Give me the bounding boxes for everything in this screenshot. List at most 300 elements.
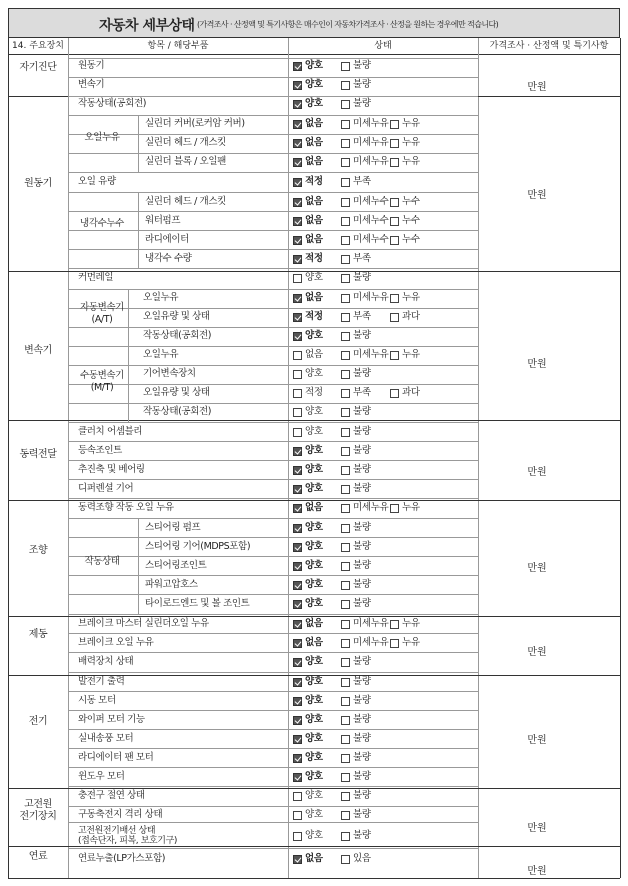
option-label: 불량 <box>353 809 371 820</box>
header-item: 항목 / 해당부품 <box>147 41 209 51</box>
item-label: 워터펌프 <box>145 215 181 226</box>
status-option[interactable] <box>390 215 420 227</box>
status-option[interactable] <box>341 790 371 802</box>
item-label: 등속조인트 <box>78 445 122 456</box>
status-option[interactable] <box>390 637 420 649</box>
item-label: 발전기 출력 <box>78 676 125 687</box>
status-option[interactable] <box>341 579 371 591</box>
option-label: 불량 <box>353 598 371 609</box>
status-option[interactable] <box>341 483 371 495</box>
checked-box-icon[interactable] <box>293 543 302 552</box>
status-option[interactable] <box>341 60 371 72</box>
item-label: 작동상태(공회전) <box>78 98 147 109</box>
status-option[interactable] <box>341 387 371 399</box>
checkbox-icon[interactable] <box>341 543 350 552</box>
checkbox-icon[interactable] <box>390 639 399 648</box>
item-label: 라디에이터 <box>145 234 189 245</box>
option-label: 양호 <box>305 579 323 590</box>
checkbox-icon[interactable] <box>390 351 399 360</box>
status-option[interactable] <box>390 118 420 130</box>
option-label: 없음 <box>305 234 323 245</box>
status-option[interactable] <box>293 853 323 865</box>
status-option[interactable] <box>341 598 371 610</box>
option-label: 양호 <box>305 809 323 820</box>
subgroup-label: 오일누유 <box>84 132 120 143</box>
checked-box-icon[interactable] <box>293 313 302 322</box>
checkbox-icon[interactable] <box>293 832 302 841</box>
status-option[interactable] <box>293 579 323 591</box>
checked-box-icon[interactable] <box>293 255 302 264</box>
item-label: 실린더 헤드 / 개스킷 <box>145 196 226 207</box>
item-label: 실린더 블록 / 오일팬 <box>145 156 226 167</box>
status-option[interactable] <box>341 196 389 208</box>
option-label: 불량 <box>353 60 371 71</box>
status-option[interactable] <box>293 311 323 323</box>
checkbox-icon[interactable] <box>390 504 399 513</box>
status-option[interactable] <box>293 541 323 553</box>
status-option[interactable] <box>293 695 323 707</box>
status-option[interactable] <box>341 330 371 342</box>
title-bar <box>8 8 620 38</box>
checkbox-icon[interactable] <box>341 855 350 864</box>
checkbox-icon[interactable] <box>341 447 350 456</box>
status-option[interactable] <box>293 771 323 783</box>
status-option[interactable] <box>341 176 371 188</box>
item-label: 타이로드엔드 및 볼 조인트 <box>145 598 250 609</box>
status-option[interactable] <box>341 522 371 534</box>
item-label: 기어변속장치 <box>143 368 196 379</box>
option-label: 미세누수 <box>353 215 389 226</box>
status-option[interactable] <box>390 292 420 304</box>
option-label: 불량 <box>353 426 371 437</box>
option-label: 누유 <box>402 637 420 648</box>
status-option[interactable] <box>341 426 371 438</box>
checkbox-icon[interactable] <box>341 524 350 533</box>
checkbox-icon[interactable] <box>341 120 350 129</box>
checkbox-icon[interactable] <box>390 313 399 322</box>
checked-box-icon[interactable] <box>293 236 302 245</box>
checked-box-icon[interactable] <box>293 447 302 456</box>
status-option[interactable] <box>390 349 420 361</box>
checkbox-icon[interactable] <box>341 504 350 513</box>
status-option[interactable] <box>390 311 420 323</box>
checkbox-icon[interactable] <box>341 639 350 648</box>
option-label: 불량 <box>353 752 371 763</box>
checkbox-icon[interactable] <box>341 313 350 322</box>
checked-box-icon[interactable] <box>293 562 302 571</box>
checkbox-icon[interactable] <box>341 100 350 109</box>
item-label: 오일유량 및 상태 <box>143 387 210 398</box>
status-option[interactable] <box>341 137 389 149</box>
status-option[interactable] <box>341 292 389 304</box>
status-option[interactable] <box>390 156 420 168</box>
checked-box-icon[interactable] <box>293 332 302 341</box>
item-label: 와이퍼 모터 기능 <box>78 714 145 725</box>
status-option[interactable] <box>293 368 323 380</box>
checked-box-icon[interactable] <box>293 504 302 513</box>
option-label: 없음 <box>305 502 323 513</box>
status-option[interactable] <box>293 406 323 418</box>
option-label: 양호 <box>305 752 323 763</box>
checkbox-icon[interactable] <box>293 792 302 801</box>
item-label: 브레이크 오일 누유 <box>78 637 154 648</box>
status-option[interactable] <box>293 483 323 495</box>
option-label: 불량 <box>353 406 371 417</box>
status-option[interactable] <box>341 349 389 361</box>
status-option[interactable] <box>293 426 323 438</box>
status-option[interactable] <box>293 522 323 534</box>
checked-box-icon[interactable] <box>293 600 302 609</box>
checked-box-icon[interactable] <box>293 678 302 687</box>
status-option[interactable] <box>293 292 323 304</box>
status-option[interactable] <box>293 253 323 265</box>
option-label: 적정 <box>305 253 323 264</box>
option-label: 미세누유 <box>353 137 389 148</box>
checkbox-icon[interactable] <box>341 428 350 437</box>
status-option[interactable] <box>293 60 323 72</box>
checked-box-icon[interactable] <box>293 120 302 129</box>
option-label: 부족 <box>353 387 371 398</box>
checkbox-icon[interactable] <box>293 351 302 360</box>
status-option[interactable] <box>341 502 389 514</box>
option-label: 양호 <box>305 733 323 744</box>
checked-box-icon[interactable] <box>293 198 302 207</box>
checked-box-icon[interactable] <box>293 81 302 90</box>
option-label: 양호 <box>305 426 323 437</box>
option-label: 불량 <box>353 714 371 725</box>
status-option[interactable] <box>293 330 323 342</box>
option-label: 없음 <box>305 349 323 360</box>
item-label: 파워고압호스 <box>145 579 198 590</box>
checkbox-icon[interactable] <box>390 139 399 148</box>
checkbox-icon[interactable] <box>341 158 350 167</box>
status-option[interactable] <box>341 637 389 649</box>
option-label: 미세누유 <box>353 637 389 648</box>
option-label: 미세누유 <box>353 502 389 513</box>
checked-box-icon[interactable] <box>293 139 302 148</box>
status-option[interactable] <box>390 234 420 246</box>
status-option[interactable] <box>341 853 371 865</box>
status-option[interactable] <box>341 618 389 630</box>
checkbox-icon[interactable] <box>341 600 350 609</box>
status-option[interactable] <box>341 656 371 668</box>
item-label: 오일누유 <box>143 349 179 360</box>
checked-box-icon[interactable] <box>293 855 302 864</box>
checkbox-icon[interactable] <box>341 581 350 590</box>
checkbox-icon[interactable] <box>341 236 350 245</box>
option-label: 불량 <box>353 656 371 667</box>
option-label: 미세누수 <box>353 234 389 245</box>
option-label: 양호 <box>305 790 323 801</box>
status-option[interactable] <box>390 196 420 208</box>
status-option[interactable] <box>293 502 323 514</box>
status-option[interactable] <box>293 387 323 399</box>
checkbox-icon[interactable] <box>341 294 350 303</box>
checked-box-icon[interactable] <box>293 217 302 226</box>
status-option[interactable] <box>341 272 371 284</box>
checkbox-icon[interactable] <box>341 754 350 763</box>
option-label: 양호 <box>305 368 323 379</box>
status-option[interactable] <box>390 618 420 630</box>
header-status: 상태 <box>374 41 392 51</box>
checkbox-icon[interactable] <box>293 428 302 437</box>
checkbox-icon[interactable] <box>341 274 350 283</box>
subgroup-label: 자동변속기 (A/T) <box>80 302 124 325</box>
option-label: 불량 <box>353 541 371 552</box>
option-label: 누유 <box>402 118 420 129</box>
option-label: 양호 <box>305 98 323 109</box>
checkbox-icon[interactable] <box>341 351 350 360</box>
option-label: 누유 <box>402 137 420 148</box>
checkbox-icon[interactable] <box>341 620 350 629</box>
status-option[interactable] <box>293 790 323 802</box>
option-label: 없음 <box>305 292 323 303</box>
option-label: 부족 <box>353 253 371 264</box>
option-label: 미세누유 <box>353 292 389 303</box>
checkbox-icon[interactable] <box>341 370 350 379</box>
status-option[interactable] <box>293 176 323 188</box>
checked-box-icon[interactable] <box>293 658 302 667</box>
checkbox-icon[interactable] <box>341 485 350 494</box>
status-option[interactable] <box>341 695 371 707</box>
item-label: 연료누출(LP가스포함) <box>78 853 166 864</box>
category-label: 자기진단 <box>19 62 57 73</box>
checkbox-icon[interactable] <box>341 466 350 475</box>
item-label: 브레이크 마스터 실린더오일 누유 <box>78 618 209 629</box>
option-label: 없음 <box>305 118 323 129</box>
option-label: 누수 <box>402 234 420 245</box>
checkbox-icon[interactable] <box>341 658 350 667</box>
checked-box-icon[interactable] <box>293 754 302 763</box>
option-label: 누수 <box>402 196 420 207</box>
option-label: 불량 <box>353 464 371 475</box>
status-option[interactable] <box>293 714 323 726</box>
checked-box-icon[interactable] <box>293 716 302 725</box>
status-option[interactable] <box>341 752 371 764</box>
checkbox-icon[interactable] <box>293 274 302 283</box>
item-label: 스티어링 펌프 <box>145 522 201 533</box>
checkbox-icon[interactable] <box>341 255 350 264</box>
option-label: 누유 <box>402 292 420 303</box>
option-label: 과다 <box>402 387 420 398</box>
status-option[interactable] <box>341 830 371 842</box>
option-label: 양호 <box>305 330 323 341</box>
status-option[interactable] <box>293 349 323 361</box>
option-label: 불량 <box>353 330 371 341</box>
status-option[interactable] <box>341 79 371 91</box>
option-label: 있음 <box>353 853 371 864</box>
option-label: 누유 <box>402 502 420 513</box>
item-label: 라디에이터 팬 모터 <box>78 752 154 763</box>
status-option[interactable] <box>341 445 371 457</box>
status-option[interactable] <box>293 676 323 688</box>
status-option[interactable] <box>293 733 323 745</box>
status-option[interactable] <box>341 368 371 380</box>
status-option[interactable] <box>293 234 323 246</box>
option-label: 부족 <box>353 176 371 187</box>
status-option[interactable] <box>293 752 323 764</box>
option-label: 양호 <box>305 771 323 782</box>
status-option[interactable] <box>341 714 371 726</box>
item-label: 실린더 헤드 / 개스킷 <box>145 137 226 148</box>
option-label: 미세누유 <box>353 349 389 360</box>
checkbox-icon[interactable] <box>341 408 350 417</box>
status-option[interactable] <box>341 771 371 783</box>
checkbox-icon[interactable] <box>341 562 350 571</box>
checked-box-icon[interactable] <box>293 158 302 167</box>
item-label: 변속기 <box>78 79 105 90</box>
checked-box-icon[interactable] <box>293 466 302 475</box>
status-option[interactable] <box>341 118 389 130</box>
checkbox-icon[interactable] <box>341 178 350 187</box>
status-option[interactable] <box>341 253 371 265</box>
checkbox-icon[interactable] <box>341 389 350 398</box>
status-option[interactable] <box>341 215 389 227</box>
checkbox-icon[interactable] <box>341 198 350 207</box>
price-unit-label: 만원 <box>527 563 547 574</box>
checked-box-icon[interactable] <box>293 524 302 533</box>
checkbox-icon[interactable] <box>341 697 350 706</box>
checkbox-icon[interactable] <box>390 158 399 167</box>
checked-box-icon[interactable] <box>293 100 302 109</box>
item-label: 충전구 절연 상태 <box>78 790 145 801</box>
status-option[interactable] <box>293 79 323 91</box>
price-unit-label: 만원 <box>527 359 547 370</box>
option-label: 불량 <box>353 790 371 801</box>
checkbox-icon[interactable] <box>341 62 350 71</box>
subgroup-label: 수동변속기 (M/T) <box>80 370 124 393</box>
checkbox-icon[interactable] <box>341 811 350 820</box>
checkbox-icon[interactable] <box>390 120 399 129</box>
checkbox-icon[interactable] <box>293 408 302 417</box>
checkbox-icon[interactable] <box>293 370 302 379</box>
option-label: 양호 <box>305 272 323 283</box>
status-option[interactable] <box>341 541 371 553</box>
option-label: 불량 <box>353 676 371 687</box>
checked-box-icon[interactable] <box>293 62 302 71</box>
checkbox-icon[interactable] <box>341 81 350 90</box>
checkbox-icon[interactable] <box>341 139 350 148</box>
checked-box-icon[interactable] <box>293 294 302 303</box>
item-label: 스티어링 기어(MDPS포함) <box>145 541 251 552</box>
option-label: 불량 <box>353 445 371 456</box>
status-option[interactable] <box>293 445 323 457</box>
status-option[interactable] <box>293 272 323 284</box>
status-option[interactable] <box>293 637 323 649</box>
item-label: 오일유량 및 상태 <box>143 311 210 322</box>
status-option[interactable] <box>293 809 323 821</box>
checkbox-icon[interactable] <box>341 792 350 801</box>
status-option[interactable] <box>341 234 389 246</box>
status-option[interactable] <box>293 560 323 572</box>
status-option[interactable] <box>293 137 323 149</box>
option-label: 불량 <box>353 368 371 379</box>
status-option[interactable] <box>341 98 371 110</box>
item-label: 오일누유 <box>143 292 179 303</box>
option-label: 누수 <box>402 215 420 226</box>
status-option[interactable] <box>293 156 323 168</box>
checked-box-icon[interactable] <box>293 773 302 782</box>
option-label: 없음 <box>305 196 323 207</box>
checkbox-icon[interactable] <box>341 832 350 841</box>
status-option[interactable] <box>341 464 371 476</box>
checkbox-icon[interactable] <box>341 716 350 725</box>
checkbox-icon[interactable] <box>341 773 350 782</box>
checkbox-icon[interactable] <box>390 620 399 629</box>
option-label: 불량 <box>353 695 371 706</box>
option-label: 양호 <box>305 406 323 417</box>
option-label: 불량 <box>353 522 371 533</box>
option-label: 미세누유 <box>353 618 389 629</box>
status-option[interactable] <box>293 464 323 476</box>
status-option[interactable] <box>293 618 323 630</box>
status-option[interactable] <box>390 137 420 149</box>
status-option[interactable] <box>293 656 323 668</box>
checked-box-icon[interactable] <box>293 620 302 629</box>
checkbox-icon[interactable] <box>390 389 399 398</box>
checkbox-icon[interactable] <box>293 389 302 398</box>
checkbox-icon[interactable] <box>390 294 399 303</box>
status-option[interactable] <box>293 98 323 110</box>
status-option[interactable] <box>390 502 420 514</box>
checked-box-icon[interactable] <box>293 581 302 590</box>
checkbox-icon[interactable] <box>293 811 302 820</box>
option-label: 없음 <box>305 215 323 226</box>
status-option[interactable] <box>293 196 323 208</box>
status-option[interactable] <box>293 118 323 130</box>
checkbox-icon[interactable] <box>341 735 350 744</box>
subgroup-label: 작동상태 <box>84 556 120 567</box>
status-option[interactable] <box>293 830 323 842</box>
item-label: 원동기 <box>78 60 105 71</box>
option-label: 적정 <box>305 387 323 398</box>
option-label: 양호 <box>305 483 323 494</box>
option-label: 양호 <box>305 560 323 571</box>
option-label: 불량 <box>353 79 371 90</box>
checked-box-icon[interactable] <box>293 735 302 744</box>
checked-box-icon[interactable] <box>293 178 302 187</box>
status-option[interactable] <box>341 560 371 572</box>
status-option[interactable] <box>293 598 323 610</box>
option-label: 불량 <box>353 830 371 841</box>
option-label: 없음 <box>305 137 323 148</box>
checked-box-icon[interactable] <box>293 697 302 706</box>
status-option[interactable] <box>341 311 371 323</box>
status-option[interactable] <box>293 215 323 227</box>
checkbox-icon[interactable] <box>341 217 350 226</box>
item-label: 동력조향 작동 오일 누유 <box>78 502 174 513</box>
status-option[interactable] <box>390 387 420 399</box>
checkbox-icon[interactable] <box>390 217 399 226</box>
option-label: 양호 <box>305 541 323 552</box>
status-option[interactable] <box>341 733 371 745</box>
option-label: 적정 <box>305 176 323 187</box>
status-option[interactable] <box>341 809 371 821</box>
checkbox-icon[interactable] <box>390 198 399 207</box>
option-label: 양호 <box>305 522 323 533</box>
option-label: 없음 <box>305 618 323 629</box>
checked-box-icon[interactable] <box>293 485 302 494</box>
status-option[interactable] <box>341 676 371 688</box>
item-label: 커먼레일 <box>78 272 114 283</box>
option-label: 미세누수 <box>353 196 389 207</box>
checkbox-icon[interactable] <box>341 678 350 687</box>
checked-box-icon[interactable] <box>293 639 302 648</box>
status-option[interactable] <box>341 406 371 418</box>
checkbox-icon[interactable] <box>341 332 350 341</box>
status-option[interactable] <box>341 156 389 168</box>
checkbox-icon[interactable] <box>390 236 399 245</box>
